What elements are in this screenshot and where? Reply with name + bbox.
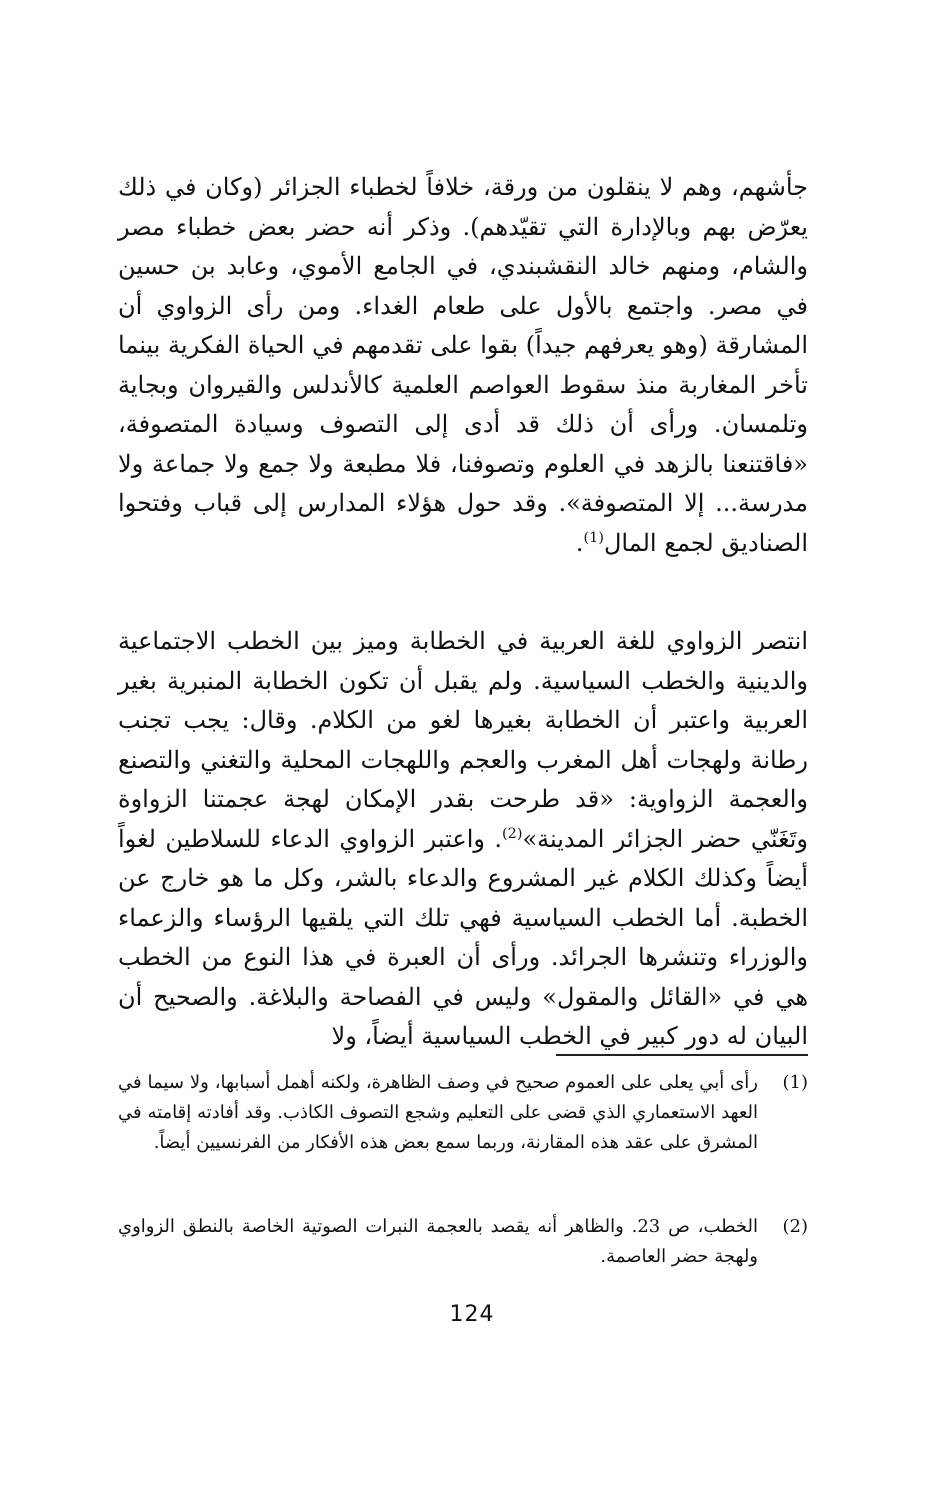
footnote-ref-1[interactable]: (1): [583, 529, 604, 546]
footnote-2: [118, 1212, 808, 1272]
body-paragraph-2: [118, 622, 808, 1057]
footnote-1-marker: (1): [782, 1072, 808, 1093]
body-paragraph-1: [118, 168, 808, 563]
paragraph-1-tail: .: [575, 528, 584, 557]
page-number: 124: [449, 1302, 495, 1327]
footnote-2-marker: (2): [782, 1216, 808, 1237]
paragraph-2-text-a: انتصر الزواوي للغة العربية في الخطابة وميز بين الخطب الاجتماعية والدينية والخطب السياسية. ولم يقبل أن تكون الخطابة المنبرية بغير العربية واعتبر أن الخطابة بغيرها لغو من الكلام. وقال: يجب تجنب رطانة ولهجات أهل المغرب والعجم واللهجات المحلية والتغني والتصنع والعجمة الزواوية: «قد طرحت بقدر الإمكان لهجة عجمتنا الزواوة وتَغَنّي حضر الجزائر المدينة»: [118, 627, 808, 853]
footnote-ref-2[interactable]: (2): [502, 825, 523, 842]
footnote-2-text: الخطب، ص 23. والظاهر أنه يقصد بالعجمة النبرات الصوتية الخاصة بالنطق الزواوي ولهجة حضر العاصمة.: [118, 1216, 759, 1267]
footnote-divider: [556, 1054, 808, 1056]
footnote-1-text: رأى أبي يعلى على العموم صحيح في وصف الظاهرة، ولكنه أهمل أسبابها، ولا سيما في العهد الاستعماري الذي قضى على التعليم وشجع التصوف الكاذب. وقد أفادته إقامته في المشرق على عقد هذه المقارنة، وربما سمع بعض هذه الأفكار من الفرنسيين أيضاً.: [118, 1072, 758, 1153]
paragraph-1-text: جأشهم، وهم لا ينقلون من ورقة، خلافاً لخطباء الجزائر (وكان في ذلك يعرّض بهم وبالإدارة التي تقيّدهم). وذكر أنه حضر بعض خطباء مصر والشام، ومنهم خالد النقشبندي، في الجامع الأموي، وعابد بن حسين في مصر. واجتمع بالأول على طعام الغداء. ومن رأى الزواوي أن المشارقة (وهو يعرفهم جيداً) بقوا على تقدمهم في الحياة الفكرية بينما تأخر المغاربة منذ سقوط العواصم العلمية كالأندلس والقيروان وبجاية وتلمسان. ورأى أن ذلك قد أدى إلى التصوف وسيادة المتصوفة، «فاقتنعنا بالزهد في العلوم وتصوفنا، فلا مطبعة ولا جمع ولا جماعة ولا مدرسة... إلا المتصوفة». وقد حول هؤلاء المدارس إلى قباب وفتحوا الصناديق لجمع المال: [118, 173, 808, 557]
paragraph-2-text-b: . واعتبر الزواوي الدعاء للسلاطين لغواً أيضاً وكذلك الكلام غير المشروع والدعاء بالشر، وكل ما هو خارج عن الخطبة. أما الخطب السياسية فهي تلك التي يلقيها الرؤساء والزعماء والوزراء وتنشرها الجرائد. ورأى أن العبرة في هذا النوع من الخطب هي في «القائل والمقول» وليس في الفصاحة والبلاغة. والصحيح أن البيان له دور كبير في الخطب السياسية أيضاً، ولا: [118, 824, 809, 1050]
footnote-1: [118, 1068, 808, 1158]
